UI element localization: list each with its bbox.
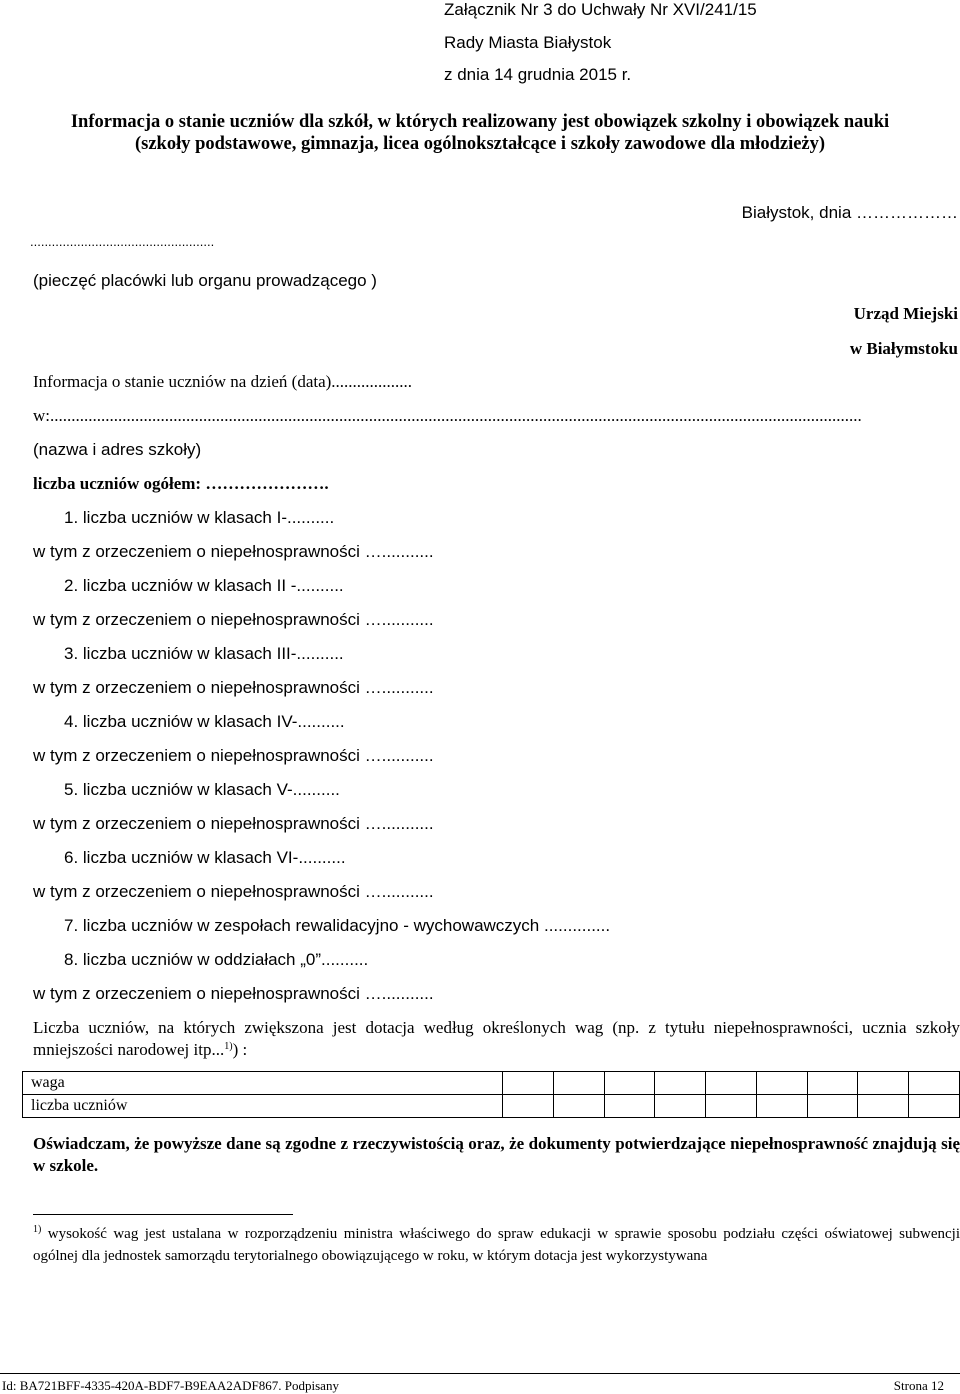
- table-cell[interactable]: [909, 1095, 960, 1118]
- rehab-group-count-item: 7. liczba uczniów w zespołach rewalidacyjno - wychowawczych ..............: [64, 916, 611, 935]
- class-count-item: 6. liczba uczniów w klasach VI-..........: [64, 848, 346, 867]
- attachment-header-line3: z dnia 14 grudnia 2015 r.: [444, 65, 632, 84]
- disability-count-item: w tym z orzeczeniem o niepełnosprawności …...........: [33, 678, 434, 697]
- table-cell[interactable]: [604, 1072, 655, 1095]
- document-id: Id: BA721BFF-4335-420A-BDF7-B9EAA2ADF867. Podpisany: [2, 1378, 339, 1393]
- table-row-label: liczba uczniów: [23, 1095, 503, 1118]
- page-footer: [0, 1373, 960, 1394]
- stamp-dots: ...................................................: [30, 234, 215, 249]
- table-cell[interactable]: [604, 1095, 655, 1118]
- table-cell[interactable]: [706, 1072, 757, 1095]
- table-cell[interactable]: [756, 1072, 807, 1095]
- attachment-header-line2: Rady Miasta Białystok: [444, 33, 612, 52]
- table-row: [23, 1095, 960, 1118]
- weights-paragraph-tail: ) :: [232, 1040, 248, 1059]
- table-cell[interactable]: [553, 1072, 604, 1095]
- table-cell[interactable]: [655, 1095, 706, 1118]
- footnote-divider: [33, 1214, 293, 1215]
- disability-count-item: w tym z orzeczeniem o niepełnosprawności …...........: [33, 882, 434, 901]
- footnote-text: wysokość wag jest ustalana w rozporządzeniu ministra właściwego do spraw edukacji w sprawie sposobu podziału części oświatowej subwencji ogólnej dla jednostek samorządu terytorialnego obowiązującego w roku, w którym dotacja jest wykorzystywana: [33, 1226, 960, 1264]
- place-date: Białystok, dnia ………………: [741, 203, 958, 222]
- school-name-line: w:...............................................................................................................................................................................................: [33, 406, 862, 425]
- class-count-item: 3. liczba uczniów w klasach III-..........: [64, 644, 344, 663]
- disability-count-item: w tym z orzeczeniem o niepełnosprawności …...........: [33, 984, 434, 1003]
- class-count-item: 4. liczba uczniów w klasach IV-..........: [64, 712, 345, 731]
- footnote-marker: 1): [33, 1224, 42, 1235]
- table-row: [23, 1072, 960, 1095]
- table-cell[interactable]: [503, 1072, 554, 1095]
- total-students-line: liczba uczniów ogółem: ………………….: [33, 474, 329, 493]
- recipient-line1: Urząd Miejski: [853, 304, 958, 323]
- table-cell[interactable]: [807, 1095, 858, 1118]
- table-cell[interactable]: [655, 1072, 706, 1095]
- info-date-line: Informacja o stanie uczniów na dzień (data)...................: [33, 372, 413, 391]
- zero-class-count-item: 8. liczba uczniów w oddziałach „0”..........: [64, 950, 369, 969]
- weights-paragraph: [33, 1017, 960, 1061]
- table-cell[interactable]: [553, 1095, 604, 1118]
- stamp-label: (pieczęć placówki lub organu prowadzącego ): [33, 271, 377, 290]
- class-count-item: 1. liczba uczniów w klasach I-..........: [64, 508, 335, 527]
- table-cell[interactable]: [858, 1072, 909, 1095]
- disability-count-item: w tym z orzeczeniem o niepełnosprawności …...........: [33, 814, 434, 833]
- table-cell[interactable]: [807, 1072, 858, 1095]
- table-row-label: waga: [23, 1072, 503, 1095]
- table-cell[interactable]: [706, 1095, 757, 1118]
- disability-count-item: w tym z orzeczeniem o niepełnosprawności …...........: [33, 610, 434, 629]
- school-name-label: (nazwa i adres szkoły): [33, 440, 202, 459]
- footnote: [33, 1223, 960, 1267]
- class-count-item: 5. liczba uczniów w klasach V-..........: [64, 780, 340, 799]
- disability-count-item: w tym z orzeczeniem o niepełnosprawności …...........: [33, 542, 434, 561]
- disability-count-item: w tym z orzeczeniem o niepełnosprawności …...........: [33, 746, 434, 765]
- document-title-line1: Informacja o stanie uczniów dla szkół, w których realizowany jest obowiązek szkolny i obowiązek nauki: [70, 112, 890, 132]
- table-cell[interactable]: [909, 1072, 960, 1095]
- page-number: Strona 12: [893, 1378, 944, 1393]
- table-cell[interactable]: [503, 1095, 554, 1118]
- footnote-ref: 1): [224, 1041, 233, 1052]
- recipient-line2: w Białymstoku: [849, 339, 958, 358]
- table-cell[interactable]: [858, 1095, 909, 1118]
- weights-paragraph-text: Liczba uczniów, na których zwiększona jest dotacja według określonych wag (np. z tytułu niepełnosprawności, ucznia szkoły mniejszości narodowej itp...: [33, 1018, 960, 1059]
- table-cell[interactable]: [756, 1095, 807, 1118]
- weights-table: [22, 1071, 960, 1118]
- declaration-statement: Oświadczam, że powyższe dane są zgodne z rzeczywistością oraz, że dokumenty potwierdzające niepełnosprawność znajdują się w szkole.: [33, 1134, 960, 1175]
- attachment-header-line1: Załącznik Nr 3 do Uchwały Nr XVI/241/15: [444, 0, 757, 19]
- class-count-item: 2. liczba uczniów w klasach II -..........: [64, 576, 344, 595]
- document-title-line2: (szkoły podstawowe, gimnazja, licea ogólnokształcące i szkoły zawodowe dla młodzieży): [134, 134, 826, 154]
